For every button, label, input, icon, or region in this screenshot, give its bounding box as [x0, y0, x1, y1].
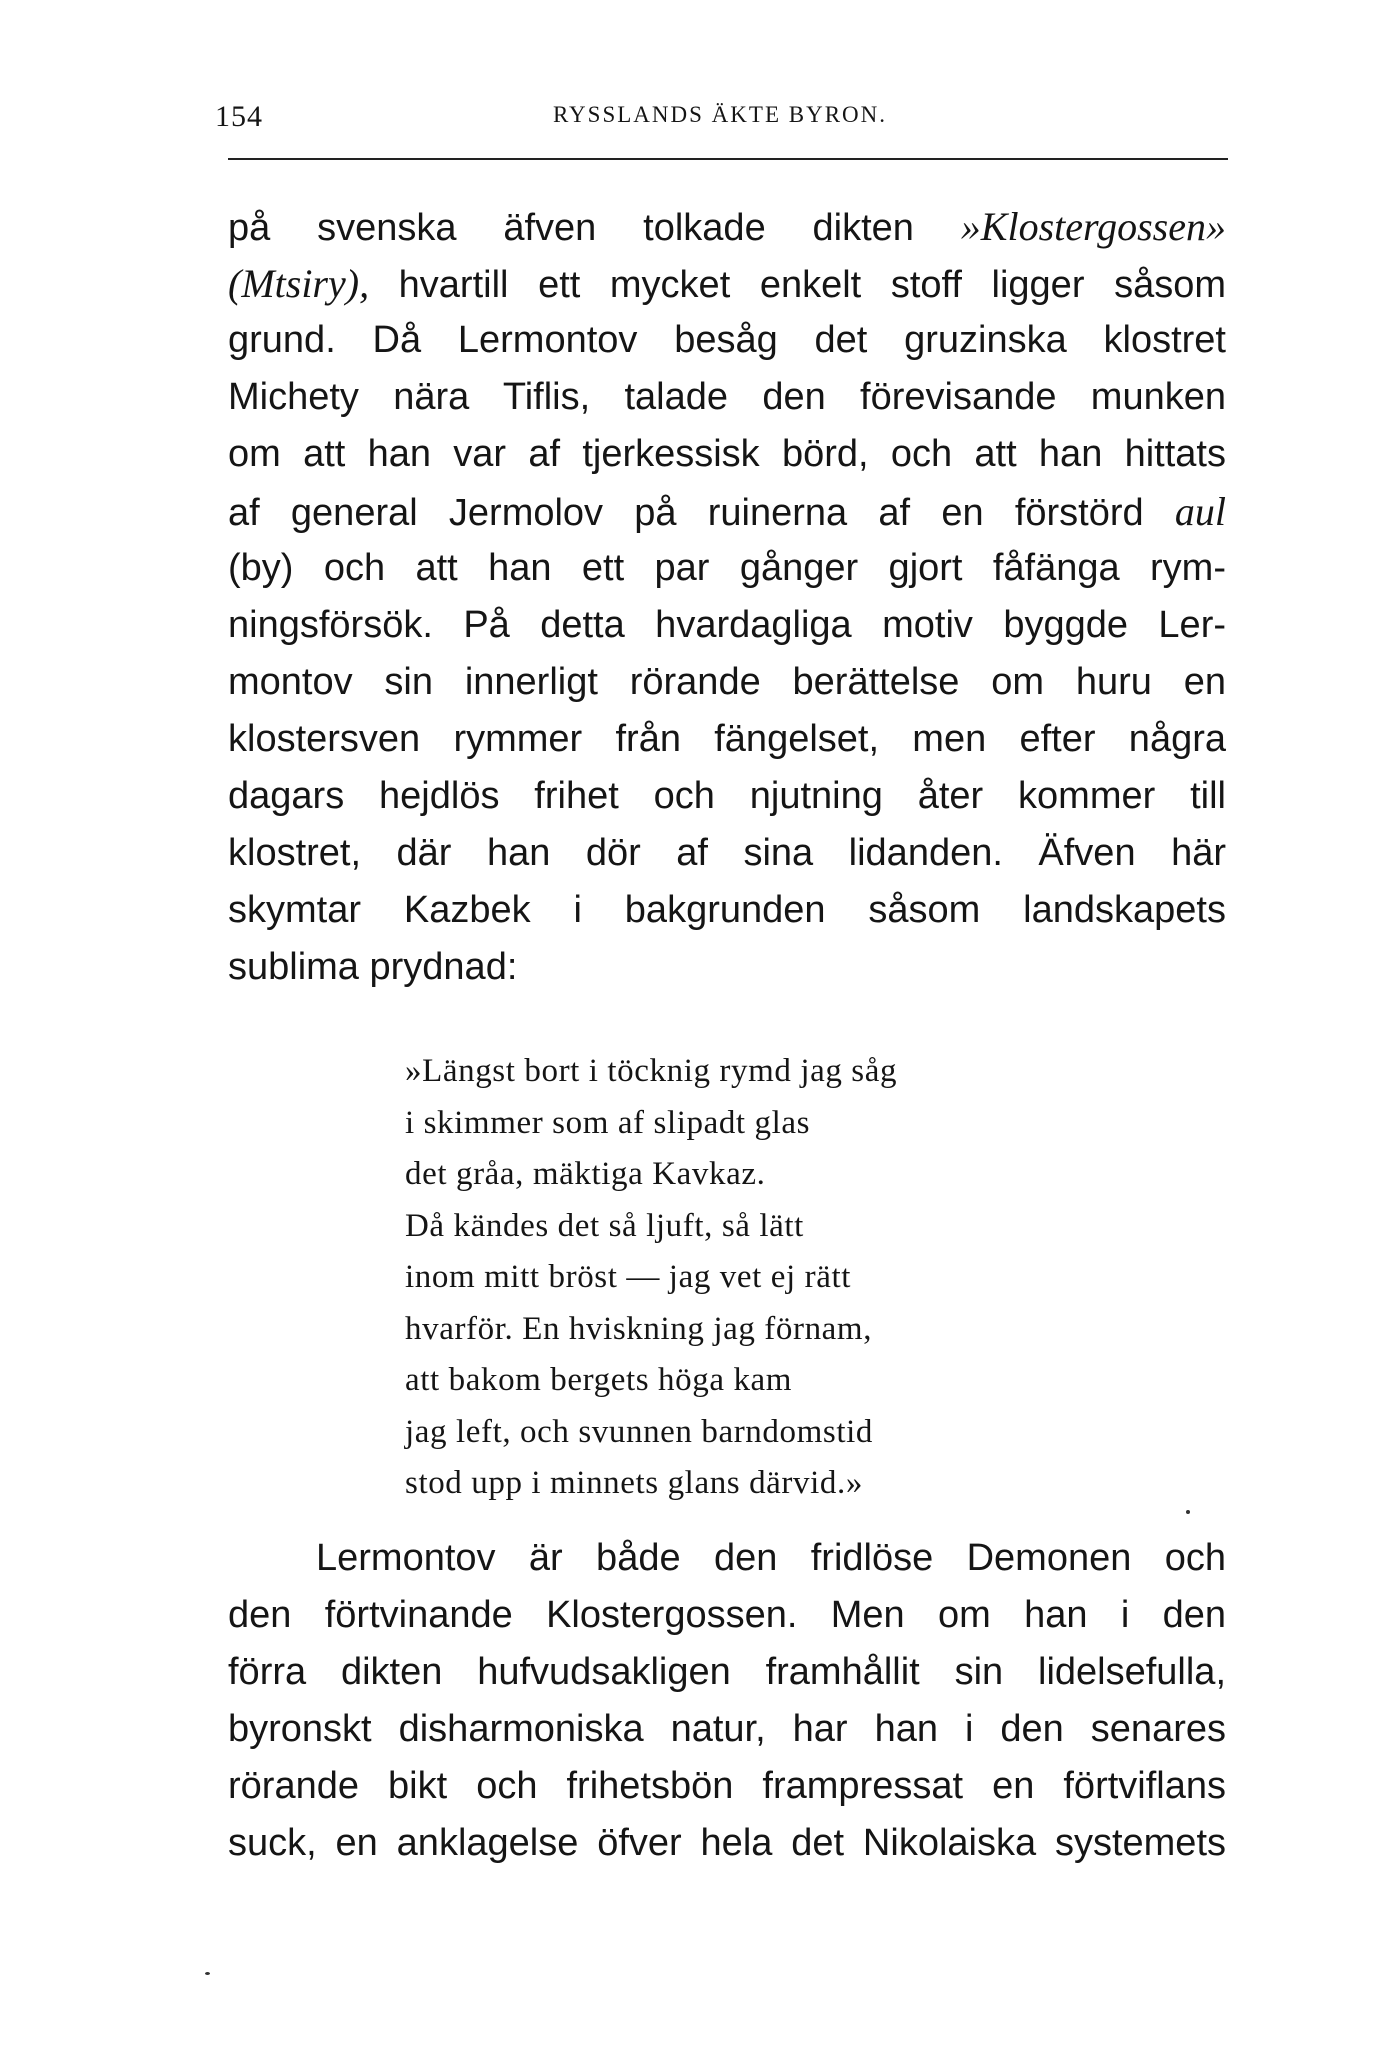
- poem-line: inom mitt bröst — jag vet ej rätt: [405, 1259, 851, 1295]
- text-line: [228, 255, 1226, 312]
- text-run: på svenska äfven tolkade dikten: [228, 207, 961, 249]
- text-line: Michety nära Tiflis, talade den förevisande munken: [228, 376, 1226, 418]
- poem-line: hvarför. En hviskning jag förnam,: [405, 1310, 873, 1347]
- title-mtsiry: (Mtsiry),: [228, 261, 370, 306]
- text-line: förra dikten hufvudsakligen framhållit sin lidelsefulla,: [228, 1651, 1226, 1693]
- poem-quote: [405, 1046, 897, 1510]
- text-run: af general Jermolov på ruinerna af en förstörd: [228, 492, 1175, 534]
- text-line: sublima prydnad:: [228, 946, 518, 988]
- text-line: byronskt disharmoniska natur, har han i den senares: [228, 1708, 1226, 1750]
- poem-line: jag left, och svunnen barndomstid: [405, 1413, 873, 1450]
- print-speck: [205, 1972, 210, 1975]
- text-line: [228, 483, 1226, 540]
- poem-line: att bakom bergets höga kam: [405, 1362, 793, 1398]
- text-line: grund. Då Lermontov besåg det gruzinska klostret: [228, 319, 1226, 361]
- header-rule: [228, 158, 1228, 160]
- poem-line: det gråa, mäktiga Kavkaz.: [405, 1156, 766, 1192]
- title-klostergossen: »Klostergossen»: [960, 204, 1226, 249]
- poem-line: stod upp i minnets glans därvid.»: [405, 1465, 863, 1501]
- word-aul: aul: [1174, 489, 1226, 534]
- print-speck: [1186, 1510, 1190, 1514]
- text-line: klostersven rymmer från fängelset, men efter några: [228, 718, 1226, 760]
- running-title: RYSSLANDS ÄKTE BYRON.: [552, 102, 887, 127]
- text-line: [228, 198, 1226, 255]
- text-line: dagars hejdlös frihet och njutning åter kommer till: [228, 775, 1226, 817]
- paragraph-1: [228, 198, 1226, 996]
- poem-line: Då kändes det så ljuft, så lätt: [405, 1207, 804, 1244]
- text-line: montov sin innerligt rörande berättelse om huru en: [228, 661, 1226, 703]
- text-line: (by) och att han ett par gånger gjort fåfänga rym-: [228, 547, 1226, 589]
- text-line: ningsförsök. På detta hvardagliga motiv byggde Ler-: [228, 604, 1226, 646]
- poem-line: »Längst bort i töcknig rymd jag såg: [405, 1053, 898, 1089]
- text-line: klostret, där han dör af sina lidanden. Äfven här: [228, 832, 1226, 874]
- running-head: [215, 100, 1225, 140]
- page-number: 154: [215, 100, 263, 133]
- paragraph-2: [228, 1530, 1226, 1872]
- text-line: om att han var af tjerkessisk börd, och att han hittats: [228, 433, 1226, 475]
- text-line: rörande bikt och frihetsbön frampressat en förtviflans: [228, 1765, 1226, 1807]
- poem-line: i skimmer som af slipadt glas: [405, 1104, 811, 1141]
- text-line: Lermontov är både den fridlöse Demonen och: [316, 1537, 1226, 1579]
- text-line: den förtvinande Klostergossen. Men om han i den: [228, 1594, 1226, 1636]
- text-line: suck, en anklagelse öfver hela det Nikolaiska systemets: [228, 1822, 1226, 1864]
- text-line: skymtar Kazbek i bakgrunden såsom landskapets: [228, 889, 1226, 931]
- text-run: hvartill ett mycket enkelt stoff ligger såsom: [369, 264, 1226, 306]
